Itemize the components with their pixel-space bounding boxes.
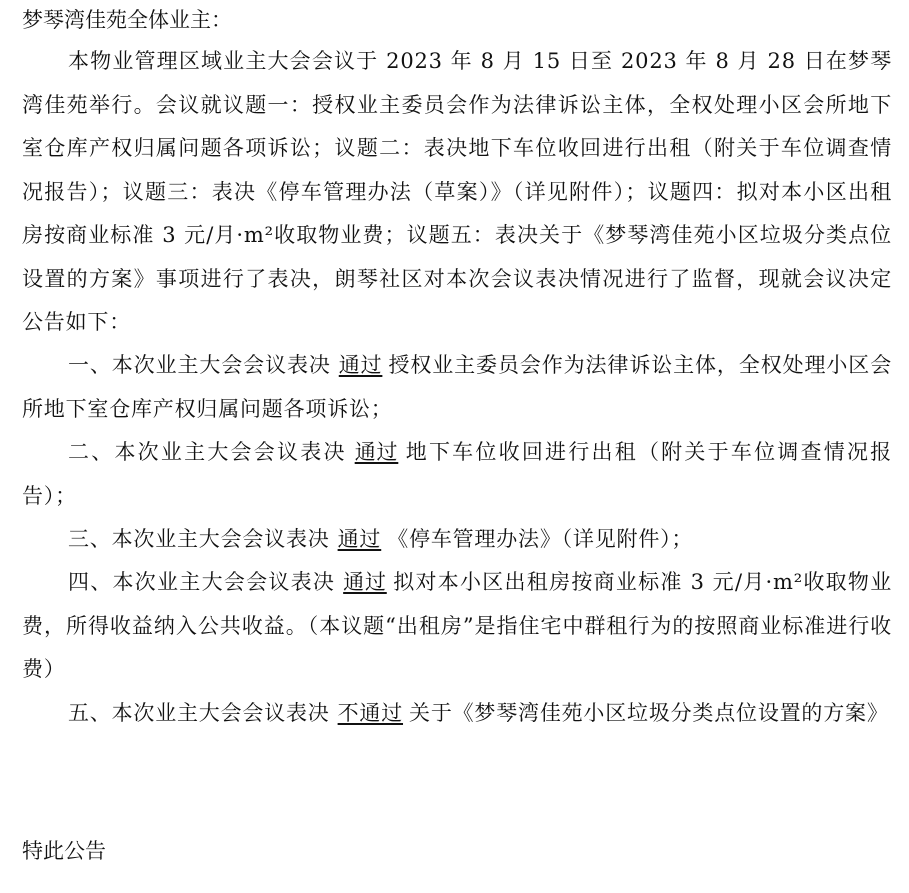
closing-statement: 特此公告: [22, 839, 106, 863]
resolution-3-prefix: 三、本次业主大会会议表决: [68, 527, 330, 551]
salutation: 梦琴湾佳苑全体业主：: [22, 8, 232, 32]
resolution-2-content: 地下车位收回进行出租（附关于车位调查情况报告）；: [22, 440, 892, 508]
resolution-2: [22, 431, 892, 518]
resolution-5-prefix: 五、本次业主大会会议表决: [68, 701, 330, 725]
resolution-4-prefix: 四、本次业主大会会议表决: [68, 570, 336, 594]
resolution-3-content: 《停车管理办法》（详见附件）；: [387, 527, 694, 551]
intro-paragraph: 本物业管理区域业主大会会议于 2023 年 8 月 15 日至 2023 年 8 月 28 日在梦琴湾佳苑举行。会议就议题一：授权业主委员会作为法律诉讼主体，全权处理小区会所地下室仓库产权归属问题各项诉讼；议题二：表决地下车位收回进行出租（附关于车位调查情况报告）；议题三：表决《停车管理办法（草案）》（详见附件）；议题四：拟对本小区出租房按商业标准 3 元/月·m²收取物业费；议题五：表决关于《梦琴湾佳苑小区垃圾分类点位设置的方案》事项进行了表决，朗琴社区对本次会议表决情况进行了监督，现就会议决定公告如下：: [22, 49, 892, 334]
resolution-5-result: 不通过: [337, 701, 404, 725]
resolution-1: [22, 344, 892, 431]
resolution-1-prefix: 一、本次业主大会会议表决: [68, 353, 331, 377]
resolution-5: [22, 692, 892, 736]
resolution-4-result: 通过: [343, 570, 387, 594]
resolution-4-content: 拟对本小区出租房按商业标准 3 元/月·m²收取物业费，所得收益纳入公共收益。（本议题“出租房”是指住宅中群租行为的按照商业标准进行收费）: [22, 570, 892, 681]
resolution-2-prefix: 二、本次业主大会会议表决: [68, 440, 347, 464]
resolution-3-result: 通过: [337, 527, 382, 551]
resolution-3: [22, 518, 892, 562]
resolution-2-result: 通过: [354, 440, 399, 464]
resolution-5-content: 关于《梦琴湾佳苑小区垃圾分类点位设置的方案》: [409, 701, 889, 725]
resolution-1-result: 通过: [338, 353, 383, 377]
resolution-4: [22, 561, 892, 692]
resolution-1-content: 授权业主委员会作为法律诉讼主体，全权处理小区会所地下室仓库产权归属问题各项诉讼；: [22, 353, 892, 421]
